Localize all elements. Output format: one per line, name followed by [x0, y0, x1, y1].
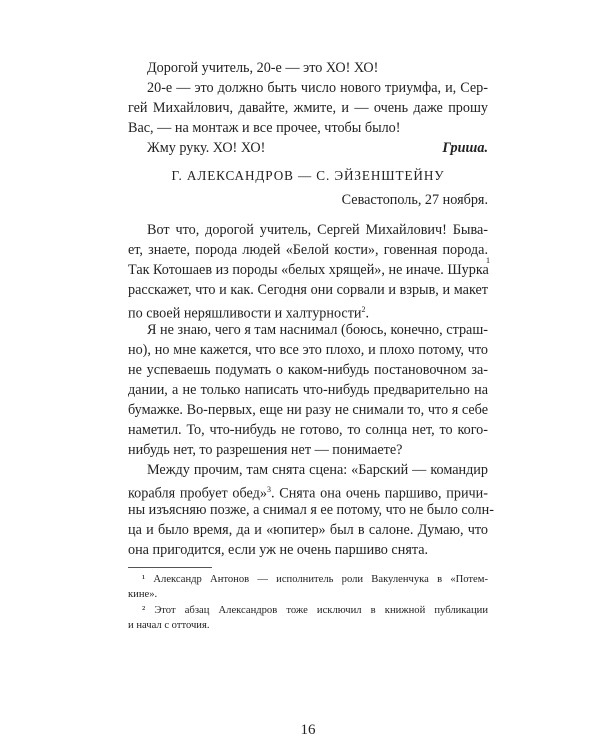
text-line: расскажет, что и как. Сегодня они сорвали и взрыв, и макет	[128, 282, 488, 298]
text-line: гей Михайлович, давайте, жмите, и — очень даже прошу	[128, 100, 488, 116]
footnote-marker: 2	[361, 305, 366, 314]
text-line: Я не знаю, чего я там наснимал (боюсь, конечно, страш-	[147, 322, 488, 338]
text-line: ны изъясняю позже, а снимал я ее потому, что не было солн-	[128, 502, 494, 518]
text-line: Дорогой учитель, 20-е — это ХО! ХО!	[147, 60, 379, 76]
text-line: нибудь нет, то разрешения нет — понимаете?	[128, 442, 403, 458]
text-line: ца и было время, да и «юпитер» был в салоне. Думаю, что	[128, 522, 488, 538]
text-line: бумажке. Во-первых, еще ни разу не снимали то, что я себе	[128, 402, 488, 418]
text-span: . Снята она очень паршиво, причи-	[270, 485, 488, 502]
text-line: 20-е — это должно быть число нового триумфа, и, Сер-	[147, 80, 488, 96]
text-line: но), но мне кажется, что все это плохо, и плохо потому, что	[128, 342, 488, 358]
text-span: корабля пробует обед»	[128, 485, 267, 502]
footnote-marker: 3	[266, 485, 271, 494]
footnote-marker: 1	[486, 256, 490, 265]
text-line: Жму руку. ХО! ХО!	[147, 140, 266, 156]
footnote-line: ² Этот абзац Александров тоже исключил в книжной публикации	[142, 605, 488, 616]
footnote-line: и начал с отточия.	[128, 620, 210, 631]
footnote-line: кине».	[128, 589, 158, 600]
text-line: она пригодится, если уж не очень паршиво снята.	[128, 542, 429, 558]
text-line: Вот что, дорогой учитель, Сергей Михайлович! Быва-	[147, 222, 488, 238]
text-span: .	[365, 305, 370, 322]
text-line: не успеваешь подумать о каком-нибудь постановочном за-	[128, 362, 488, 378]
text-line: наметил. То, что-нибудь не готово, то солнца нет, то кого-	[128, 422, 488, 438]
text-line: Между прочим, там снята сцена: «Барский — командир	[147, 462, 488, 478]
text-span: по своей неряшливости и халтурности	[128, 305, 362, 322]
footnote-line: ¹ Александр Антонов — исполнитель роли Вакуленчука в «Потем-	[142, 574, 488, 585]
letter-signature: Гриша.	[442, 140, 488, 156]
page-number: 16	[300, 722, 316, 738]
text-line: Так Котошаев из породы «белых хрящей», не иначе. Шурка	[128, 262, 489, 278]
letter-dateline: Севастополь, 27 ноября.	[341, 192, 488, 208]
text-line: ет, знаете, порода людей «Белой кости», говенная порода.	[128, 242, 488, 258]
text-line: дании, а не только написать что-нибудь предварительно на	[128, 382, 488, 398]
text-line: Вас, — на монтаж и все прочее, чтобы было!	[128, 120, 401, 136]
letter-heading: Г. АЛЕКСАНДРОВ — С. ЭЙЗЕНШТЕЙНУ	[171, 168, 445, 183]
footnote-divider	[128, 567, 212, 568]
